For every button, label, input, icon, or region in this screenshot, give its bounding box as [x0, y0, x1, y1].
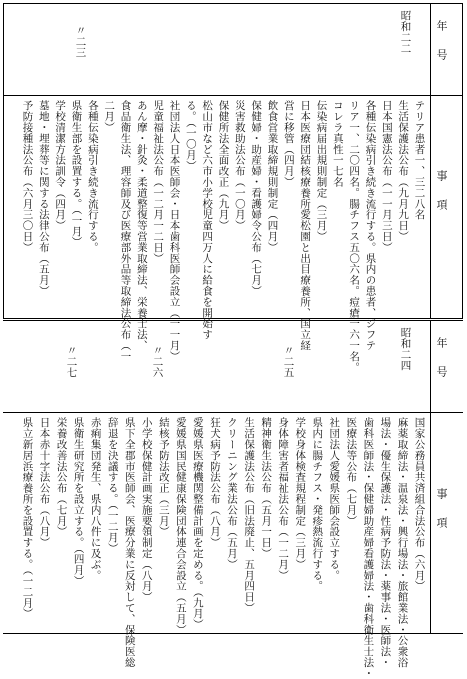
top-entry-line: 社団法人日本医師会・日本歯科医師会設立（一一月） — [168, 100, 181, 362]
top-entry-line: 生活保護法公布（九月九日） — [397, 100, 410, 242]
top-entry-line: 食品衛生法、理容師及び医療部外品等取締法公布（一 — [119, 100, 132, 362]
bottom-entry-line: 県衛生研究所を設立する。（四月） — [72, 417, 85, 587]
bottom-entry-line: 歯科医師法・保健婦助産婦看護婦法・歯科衛生士法・ — [362, 417, 375, 679]
bottom-year-row-divider — [3, 412, 463, 413]
top-entry-line: コレラ真性一七名 — [331, 100, 344, 188]
bottom-entry-line: 日本赤十字法公布（八月） — [38, 417, 51, 548]
top-border — [3, 3, 463, 4]
bottom-entry-line: 県下全郡市医師会、医療分業に反対して、保険医総 — [123, 417, 136, 668]
top-entry-line: あん摩・針灸・柔道整復等営業取締法、栄養士法、 — [135, 100, 148, 351]
top-entry-line: 二月） — [103, 100, 116, 133]
top-entry-line: 保健所法全面改正（九月） — [217, 100, 230, 231]
bottom-entry-line: 狂犬病予防法公布（八月） — [208, 417, 221, 548]
bottom-entry-line: 県内に腸チフス・発疹熱流行する。 — [311, 417, 324, 592]
top-entry-line: 墓地・埋葬等に関する法律公布（五月） — [37, 100, 50, 297]
top-entry-line: 災害救助法公布（一〇月） — [233, 100, 246, 231]
bottom-entry-line: クリーニング業法公布（五月） — [226, 417, 239, 570]
bottom-entry-line: 愛媛県国民健康保険団体連合会設立（五月） — [174, 417, 187, 635]
top-entry-line: 県衛生部を設置する。（一月） — [70, 100, 83, 248]
top-entry-line: 松山市など六市小学校児童四万人に給食を開始す — [201, 100, 214, 340]
top-entry-line: 学校清潔方法訓令（四月） — [54, 100, 67, 231]
bottom-entry-line: 辞退を決議する。（一二月） — [106, 417, 119, 554]
bottom-entry-line: 結核予防法改正（三月） — [157, 417, 170, 537]
bottom-entry-line: 栄養改善法公布（七月） — [55, 417, 68, 537]
bottom-entry-line: 身体障害者福祉法公布（一二月） — [277, 417, 290, 581]
top-entry-line: テリア患者一、三二八名 — [413, 100, 426, 220]
bottom-year-4: 〃二七 — [65, 345, 78, 378]
bottom-year-header: 年号 — [435, 337, 448, 395]
bottom-entry-line: 国家公務員共済組合法公布（六月） — [413, 417, 426, 592]
bottom-entry-line: 麻薬取締法・温泉法・興行場法・旅館業法・公衆浴 — [396, 417, 409, 668]
top-entry-line: 伝染病届出規則制定（三月） — [315, 100, 328, 242]
bottom-year-2: 〃二五 — [282, 345, 295, 378]
top-entry-line: 営に移管（四月） — [282, 100, 295, 188]
bottom-entry-line: 愛媛県医療機関整備計画を定める。（九月） — [191, 417, 204, 630]
bottom-border — [3, 633, 463, 634]
bottom-entry-line: 生活保護法公布（旧法廃止、五月四日） — [243, 417, 256, 614]
top-year-1: 昭和二二 — [399, 10, 412, 54]
top-year-header: 年号 — [435, 20, 448, 78]
top-entry-line: 保健婦・助産婦・看護婦令公布（七月） — [250, 100, 263, 297]
bottom-header-divider — [430, 320, 431, 634]
top-matters-header: 事項 — [435, 170, 448, 228]
top-entry-line: 各種伝染病引き続き流行する。 — [86, 100, 99, 253]
top-entry-line: る。（一〇月） — [184, 100, 197, 172]
top-entry-line: 日本医療団結核療養所愛松園と出目療養所、国立経 — [299, 100, 312, 351]
top-header-divider — [430, 3, 431, 318]
top-year-2: 〃二三 — [74, 25, 87, 58]
bottom-entry-line: 精神衛生法公布（五月一日） — [260, 417, 273, 559]
top-entry-line: 各種伝染病引き続き流行する。県内の患者、ジフテ — [364, 100, 377, 351]
bottom-top-border — [3, 320, 463, 321]
bottom-year-1: 昭和二四 — [399, 327, 412, 371]
top-entry-line: 日本国憲法公布（一一月三日） — [380, 100, 393, 253]
bottom-matters-header: 事項 — [435, 488, 448, 546]
bottom-entry-line: 赤痢集団発生、県内八件に及ぶ。 — [89, 417, 102, 581]
bottom-entry-line: 医療法等公布（七月） — [345, 417, 358, 526]
top-entry-line: 児童福祉法公布（一二月一二日） — [152, 100, 165, 264]
top-entry-line: リア一、二〇四名。腸チフス五〇六名。痘瘡一六一名。 — [348, 100, 361, 373]
bottom-entry-line: 社団法人愛媛県医師会設立する。 — [328, 417, 341, 581]
bottom-entry-line: 県立新居浜療養所を設置する。（一二月） — [21, 417, 34, 619]
bottom-entry-line: 小学校保健計画実施要領制定（八月） — [140, 417, 153, 603]
top-year-row-divider — [3, 95, 430, 96]
bottom-entry-line: 場法・優生保護法・性病予防法・薬事法・医師法・ — [379, 417, 392, 668]
top-bottom-border — [3, 318, 463, 319]
bottom-year-3: 〃二六 — [151, 345, 164, 378]
top-entry-line: 予防接種法公布（六月三〇日） — [21, 100, 34, 253]
top-entry-line: 飲食営業取締規則制定（四月） — [266, 100, 279, 253]
bottom-entry-line: 学校身体検査規程制定（三月） — [294, 417, 307, 570]
